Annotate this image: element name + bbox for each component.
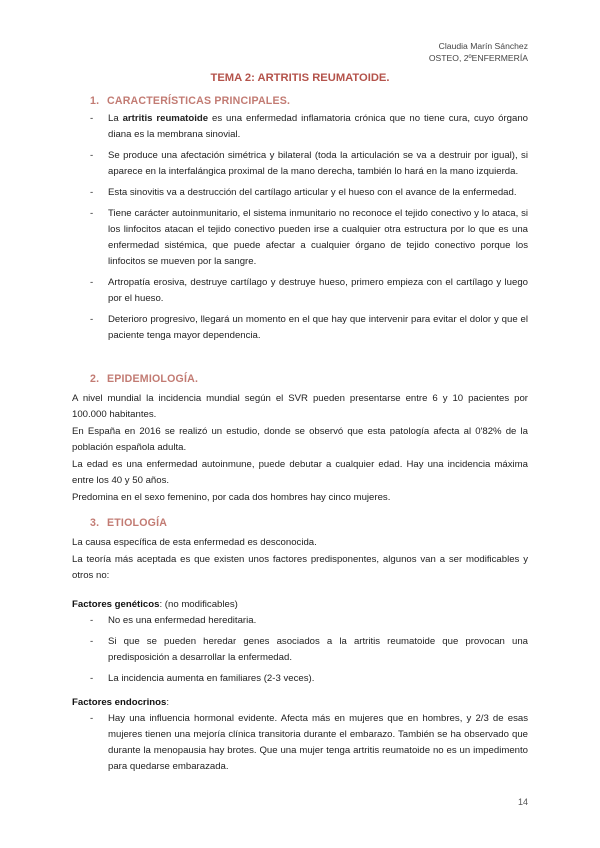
- section-number: 3.: [90, 517, 100, 529]
- section-heading-epidemiology: [90, 373, 198, 385]
- list-item: - La incidencia aumenta en familiares (2-3 veces).: [90, 671, 528, 687]
- paragraph: La edad es una enfermedad autoinmune, puede debutar a cualquier edad. Hay una incidencia máxima entre los 40 y 50 años.: [72, 459, 528, 486]
- endocrine-factors-heading: [72, 695, 169, 711]
- subheading-note: : (no modificables): [159, 599, 238, 610]
- subheading-note: :: [166, 697, 170, 708]
- list-item: - Tiene carácter autoinmunitario, el sistema inmunitario no reconoce el tejido conectivo y lo ataca, si los linfocitos atacan el tejido conectivo pueden irse a cualquier otra estructura por lo que es una enfermedad sistémica, que puede afectar a cualquier órgano de tejido conectivo porque los linfocitos se mueven por la sangre.: [90, 206, 528, 270]
- list-item: - Hay una influencia hormonal evidente. Afecta más en mujeres que en hombres, y 2/3 de esas mujeres tienen una mejoría clínica transitoria durante el embarazo. También se ha observado que durante la menopausia hay brotes. Que una mujer tenga artritis reumatoide no es un impedimento para quedarse embarazada.: [90, 711, 528, 775]
- genetic-factors-list: [90, 613, 528, 692]
- section-heading-etiology: [90, 517, 167, 529]
- section-title: ETIOLOGÍA: [107, 517, 168, 529]
- list-item: - Se produce una afectación simétrica y bilateral (toda la articulación se va a destruir por igual), si aparece en la interfalángica proximal de la mano derecha, también lo hará en la mano izquierda.: [90, 148, 528, 180]
- list-item: - La artritis reumatoide es una enfermedad inflamatoria crónica que no tiene cura, cuyo órgano diana es la membrana sinovial.: [90, 111, 528, 143]
- epidemiology-text: [72, 391, 528, 507]
- paragraph: La causa específica de esta enfermedad es desconocida.: [72, 537, 317, 548]
- etiology-text: [72, 535, 528, 585]
- list-item: - Esta sinovitis va a destrucción del cartílago articular y el hueso con el avance de la enfermedad.: [90, 185, 528, 201]
- section-title: EPIDEMIOLOGÍA.: [107, 373, 199, 385]
- section-heading-characteristics: [90, 95, 290, 107]
- section-number: 1.: [90, 95, 100, 107]
- page-header: [429, 40, 528, 64]
- page-number: 14: [517, 797, 528, 807]
- genetic-factors-heading: [72, 597, 238, 613]
- subheading-label: Factores endocrinos: [72, 697, 167, 708]
- paragraph: En España en 2016 se realizó un estudio, donde se observó que esta patología afecta al 0'82% de la población española adulta.: [72, 426, 528, 453]
- section-title: CARACTERÍSTICAS PRINCIPALES.: [107, 95, 291, 107]
- highlighted-term: artritis reumatoide: [122, 113, 209, 124]
- paragraph: La teoría más aceptada es que existen unos factores predisponentes, algunos van a ser modificables y otros no:: [72, 554, 528, 581]
- subheading-label: Factores genéticos: [72, 599, 160, 610]
- list-item: - No es una enfermedad hereditaria.: [90, 613, 528, 629]
- list-item: - Artropatía erosiva, destruye cartílago y destruye hueso, primero empieza con el cartílago y luego por el hueso.: [90, 275, 528, 307]
- author-name: Claudia Marín Sánchez: [438, 41, 528, 51]
- section-number: 2.: [90, 373, 100, 385]
- characteristics-list: [90, 111, 528, 349]
- document-title: TEMA 2: ARTRITIS REUMATOIDE.: [210, 72, 390, 84]
- list-item: - Si que se pueden heredar genes asociados a la artritis reumatoide que provocan una predisposición a desarrollar la enfermedad.: [90, 634, 528, 666]
- paragraph: Predomina en el sexo femenino, por cada dos hombres hay cinco mujeres.: [72, 492, 391, 503]
- course-label: OSTEO, 2ºENFERMERÍA: [428, 53, 528, 63]
- endocrine-factors-list: [90, 711, 528, 780]
- paragraph: A nivel mundial la incidencia mundial según el SVR pueden presentarse entre 6 y 10 pacientes por 100.000 habitantes.: [72, 393, 528, 420]
- list-item: - Deterioro progresivo, llegará un momento en el que hay que intervenir para evitar el dolor y que el paciente tenga mayor dependencia.: [90, 312, 528, 344]
